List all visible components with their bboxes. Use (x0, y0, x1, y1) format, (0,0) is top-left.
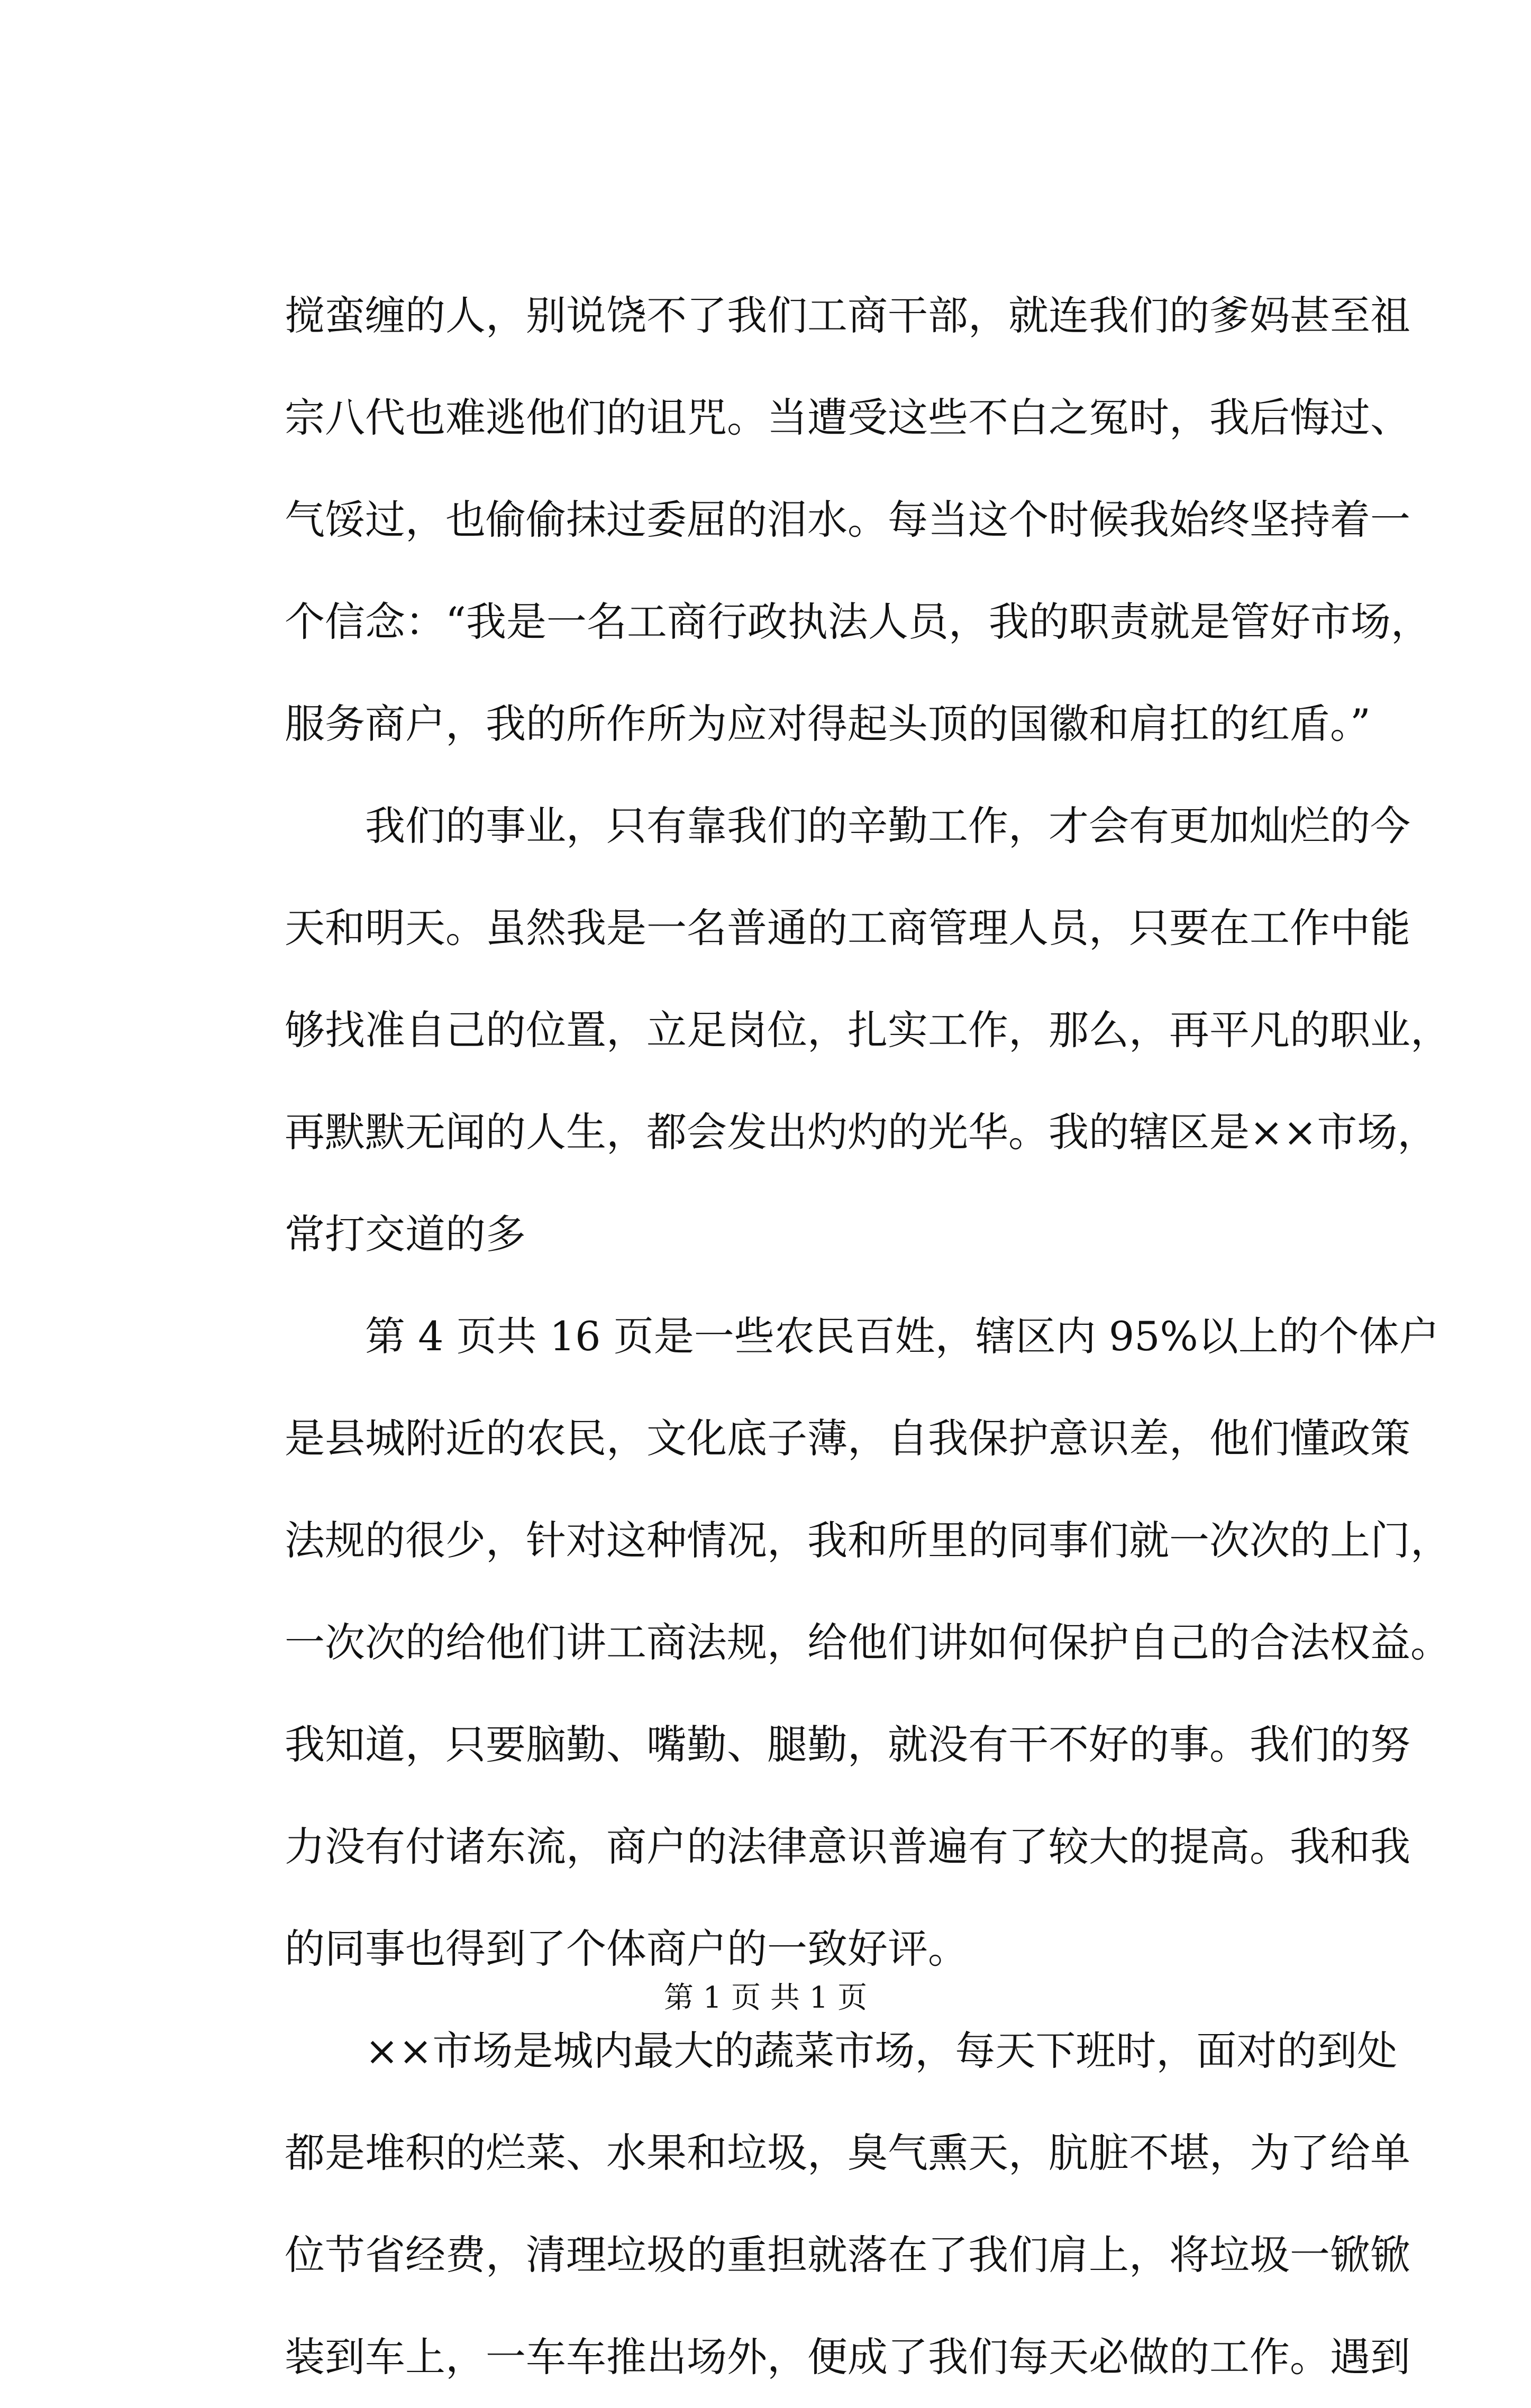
page-number: 第 1 页 共 1 页 (663, 1981, 868, 2015)
text-line: 第 4 页共 16 页是一些农民百姓，辖区内 95%以上的个体户 (365, 1313, 1439, 1360)
text-line: 再默默无闻的人生，都会发出灼灼的光华。我的辖区是××市场， (285, 1109, 1438, 1156)
text-line: 的同事也得到了个体商户的一致好评。 (285, 1925, 968, 1972)
text-line: 装到车上，一车车推出场外，便成了我们每天必做的工作。遇到 (285, 2333, 1410, 2380)
text-line: 我知道，只要脑勤、嘴勤、腿勤，就没有干不好的事。我们的努 (285, 1721, 1410, 1768)
text-line: 搅蛮缠的人，别说饶不了我们工商干部，就连我们的爹妈甚至祖 (285, 292, 1410, 339)
paragraph-1 (285, 264, 1431, 775)
page-footer (0, 1977, 1531, 2019)
paragraph-4 (285, 2000, 1410, 2408)
text-line: 够找准自己的位置，立足岗位，扎实工作，那么，再平凡的职业， (285, 1006, 1451, 1054)
text-line: 都是堆积的烂菜、水果和垃圾，臭气熏天，肮脏不堪，为了给单 (285, 2129, 1410, 2176)
text-line: 我们的事业，只有靠我们的辛勤工作，才会有更加灿烂的今 (365, 802, 1410, 849)
text-line: 服务商户，我的所作所为应对得起头顶的国徽和肩扛的红盾。” (285, 700, 1371, 747)
text-line: 宗八代也难逃他们的诅咒。当遭受这些不白之冤时，我后悔过、 (285, 394, 1410, 441)
text-line: 力没有付诸东流，商户的法律意识普遍有了较大的提高。我和我 (285, 1823, 1410, 1870)
document-body (285, 264, 1451, 2408)
text-line: 个信念：“我是一名工商行政执法人员，我的职责就是管好市场， (285, 598, 1431, 645)
text-line: 常打交道的多 (285, 1211, 526, 1258)
text-line: 是县城附近的农民，文化底子薄，自我保护意识差，他们懂政策 (285, 1415, 1410, 1462)
text-line: 法规的很少，针对这种情况，我和所里的同事们就一次次的上门， (285, 1517, 1451, 1564)
paragraph-3 (285, 1285, 1451, 2000)
text-line: 天和明天。虽然我是一名普通的工商管理人员，只要在工作中能 (285, 904, 1410, 951)
text-line: 一次次的给他们讲工商法规，给他们讲如何保护自己的合法权益。 (285, 1619, 1451, 1666)
text-line: 位节省经费，清理垃圾的重担就落在了我们肩上，将垃圾一锨锨 (285, 2231, 1410, 2278)
paragraph-2 (285, 775, 1451, 1285)
text-line: ××市场是城内最大的蔬菜市场，每天下班时，面对的到处 (365, 2027, 1398, 2074)
text-line: 气馁过，也偷偷抹过委屈的泪水。每当这个时候我始终坚持着一 (285, 496, 1410, 543)
